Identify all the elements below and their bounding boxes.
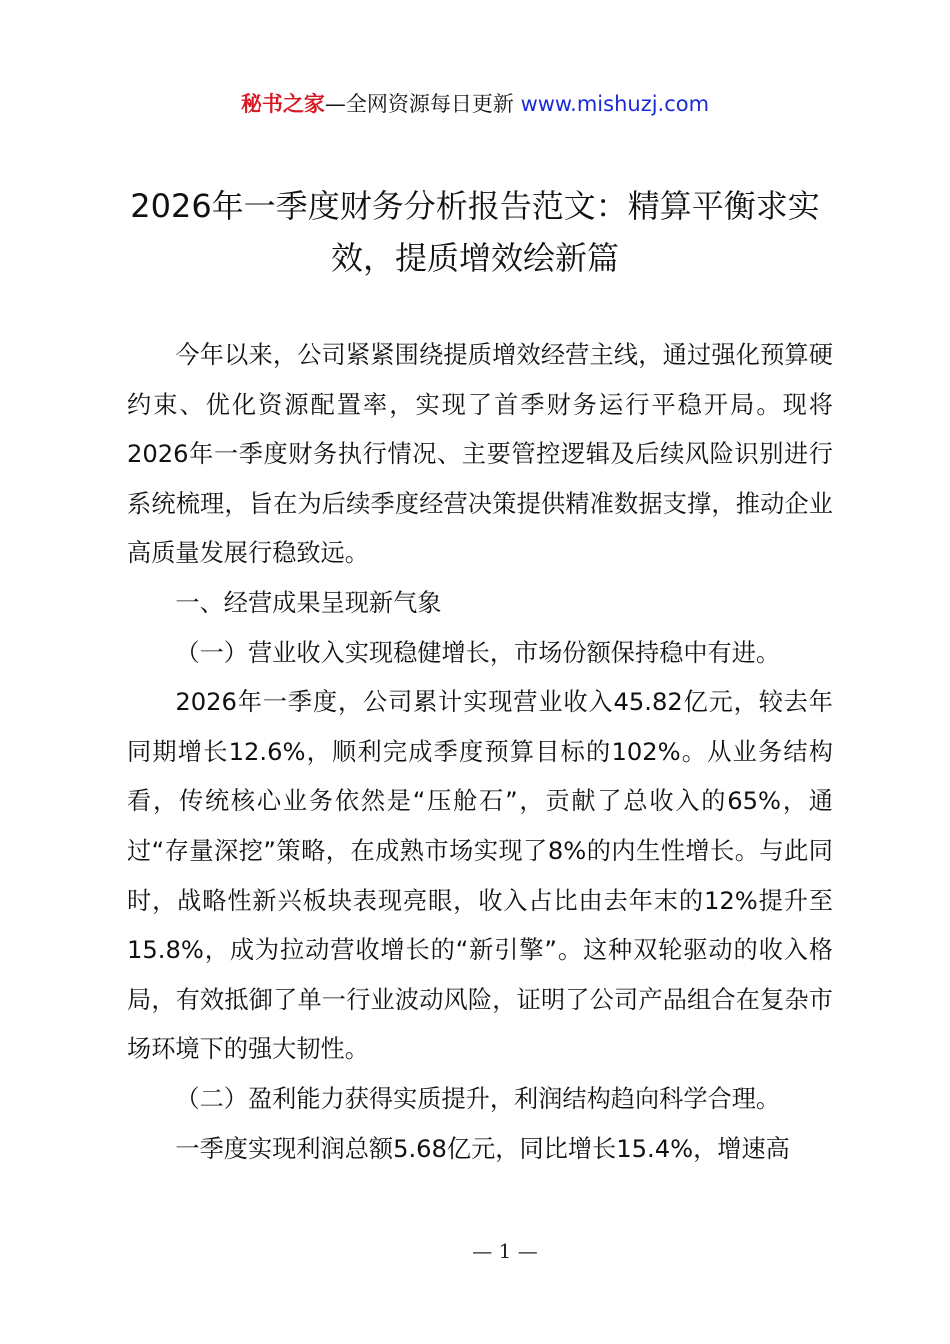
section-heading-1: 一、经营成果呈现新气象 xyxy=(175,588,442,617)
page-number: — 1 — xyxy=(472,1239,538,1263)
document-body xyxy=(127,331,833,1174)
revenue-paragraph: 2026年一季度，公司累计实现营业收入45.82亿元，较去年同期增长12.6%，顺利完成季度预算目标的102%。从业务结构看，传统核心业务依然是“压舱石”，贡献了总收入的65%，通过“存量深挖”策略，在成熟市场实现了8%的内生性增长。与此同时，战略性新兴板块表现亮眼，收入占比由去年末的12%提升至15.8%，成为拉动营收增长的“新引擎”。这种双轮驱动的收入格局，有效抵御了单一行业波动风险，证明了公司产品组合在复杂市场环境下的强大韧性。 xyxy=(127,688,833,1064)
brand-name: 秘书之家 xyxy=(240,92,325,116)
site-url-link[interactable]: www.mishuzj.com xyxy=(520,92,710,116)
intro-paragraph: 今年以来，公司紧紧围绕提质增效经营主线，通过强化预算硬约束、优化资源配置率，实现了首季财务运行平稳开局。现将2026年一季度财务执行情况、主要管控逻辑及后续风险识别进行系统梳理，旨在为后续季度经营决策提供精准数据支撑，推动企业高质量发展行稳致远。 xyxy=(127,341,833,568)
subsection-heading-2: （二）盈利能力获得实质提升，利润结构趋向科学合理。 xyxy=(175,1084,781,1113)
document-title: 2026年一季度财务分析报告范文：精算平衡求实效，提质增效绘新篇 xyxy=(130,187,820,277)
header-slogan: —全网资源每日更新 xyxy=(324,92,521,116)
profit-paragraph: 一季度实现利润总额5.68亿元，同比增长15.4%，增速高 xyxy=(175,1134,790,1163)
site-header xyxy=(0,86,950,122)
subsection-heading-1: （一）营业收入实现稳健增长，市场份额保持稳中有进。 xyxy=(175,638,781,667)
